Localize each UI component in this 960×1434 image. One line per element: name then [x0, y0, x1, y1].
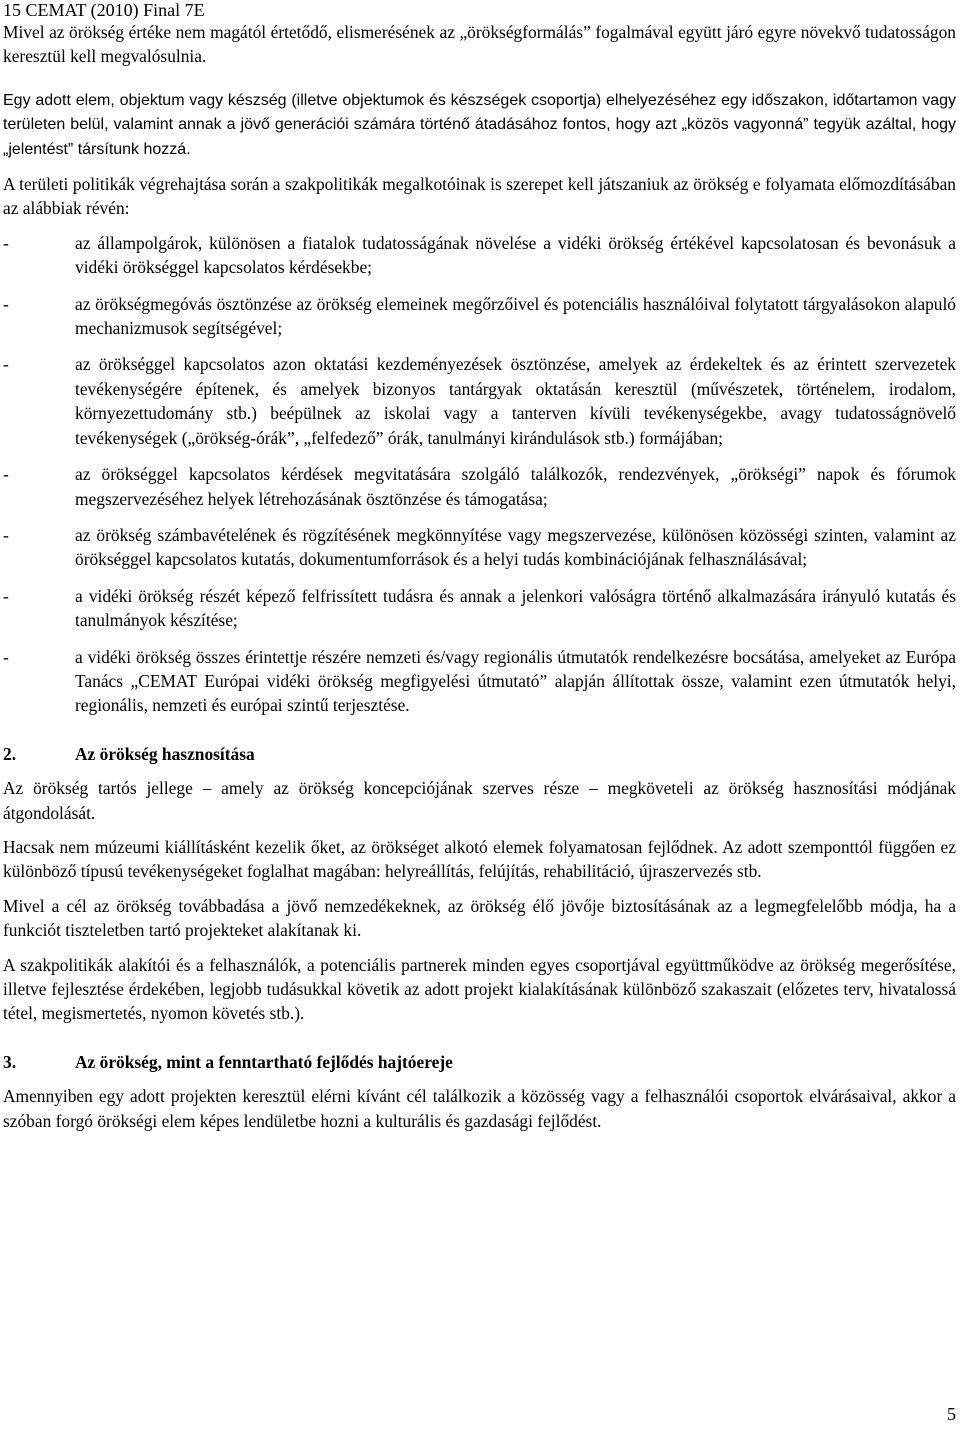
section-paragraph: Hacsak nem múzeumi kiállításként kezelik őket, az örökséget alkotó elemek folyamatosan fejlődnek. Az adott szemponttól függően ez különböző típusú tevékenységeket foglalhat magában: helyreállítás, felújítás, rehabilitáció, újraszervezés stb. [3, 836, 956, 882]
bullet-marker: - [3, 354, 9, 375]
intro-paragraph: Egy adott elem, objektum vagy készség (illetve objektumok és készségek csoportja) elhelyezéséhez egy időszakon, időtartamon vagy területen belül, valamint annak a jövő generációi számára történő átadásához fontos, hogy azt „közös vagyonná” tegyük azáltal, hogy „jelentést” társítunk hozzá. [3, 91, 956, 158]
list-item [3, 292, 956, 341]
section-paragraph: Az örökség tartós jellege – amely az örökség koncepciójának szerves része – megköveteli az örökség hasznosítási módjának átgondolását. [3, 778, 956, 823]
list-item-text: a vidéki örökség részét képező felfrissített tudásra és annak a jelenkori valóságra történő alkalmazására irányuló kutatás és tanulmányok készítése; [75, 585, 956, 631]
page-number: 5 [947, 1403, 956, 1424]
list-item [3, 352, 956, 450]
lead-paragraph: Mivel az örökség értéke nem magától értetődő, elismerésének az „örökségformálás” fogalmával együtt járó egyre növekvő tudatosságon keresztül kell megvalósulnia. [3, 22, 956, 67]
bullet-marker: - [3, 585, 9, 606]
list-item [3, 462, 956, 511]
bullet-marker: - [3, 293, 9, 314]
list-item-text: a vidéki örökség összes érintettje részére nemzeti és/vagy regionális útmutatók rendelkezésre bocsátása, amelyeket az Európa Tanács „CEMAT Európai vidéki örökség megfigyelési útmutató” alapján állítottak össze, valamint ezen útmutatók helyi, regionális, nemzeti és európai szintű terjesztése. [75, 646, 956, 716]
list-item-text: az örökséggel kapcsolatos azon oktatási kezdeményezések ösztönzése, amelyek az érdekeltek és az érintett szervezetek tevékenységére építenek, és amelyek bizonyos tantárgyak oktatásán keresztül (művészetek, történelem, irodalom, környezettudomány stb.) beépülnek az iskolai vagy a tanterven kívüli tevékenységekbe, avagy tudatosságnövelő tevékenységek („örökség-órák”, „felfedező” órák, tanulmányi kirándulások stb.) formájában; [75, 354, 956, 448]
section-paragraph: A szakpolitikák alakítói és a felhasználók, a potenciális partnerek minden egyes csoportjával együttműködve az örökség megerősítése, illetve fejlesztése érdekében, legjobb tudásukkal követik az adott projekt kialakításának különböző szakaszait (előzetes terv, hivatalossá tétel, megismertetés, nyomon követés stb.). [3, 954, 956, 1024]
document-reference: 15 CEMAT (2010) Final 7E [3, 0, 205, 20]
document-page [3, 0, 956, 1143]
section-title: Az örökség hasznosítása [75, 743, 255, 764]
bullet-marker: - [3, 232, 9, 253]
list-item-text: az örökség számbavételének és rögzítésének megkönnyítése vagy megszervezése, különösen közösségi szinten, valamint az örökséggel kapcsolatos kutatás, dokumentumforrások és a helyi tudás kombinációjának felhasználásával; [75, 524, 956, 570]
section-title: Az örökség, mint a fenntartható fejlődés hajtóereje [75, 1051, 453, 1072]
section-paragraph: Amennyiben egy adott projekten keresztül elérni kívánt cél találkozik a közösség vagy a felhasználói csoportok elvárásaival, akkor a szóban forgó örökségi elem képes lendületbe hozni a kulturális és gazdasági fejlődést. [3, 1086, 956, 1131]
list-item-text: az örökséggel kapcsolatos kérdések megvitatására szolgáló találkozók, rendezvények, „örökségi” napok és fórumok megszervezéséhez helyek létrehozásának ösztönzése és támogatása; [75, 464, 956, 509]
section-heading [3, 1050, 956, 1074]
section-heading [3, 742, 956, 766]
spacer [3, 77, 956, 89]
section-number: 2. [3, 743, 17, 764]
section-number: 3. [3, 1051, 17, 1072]
list-item-text: az örökségmegóvás ösztönzése az örökség elemeinek megőrzőivel és potenciális használóival folytatott tárgyalásokon alapuló mechanizmusok segítségével; [75, 293, 956, 339]
bullet-marker: - [3, 646, 9, 667]
bullet-marker: - [3, 524, 9, 545]
list-item [3, 523, 956, 572]
list-item [3, 584, 956, 633]
bullet-marker: - [3, 464, 9, 485]
list-item [3, 231, 956, 280]
list-item-text: az állampolgárok, különösen a fiatalok tudatosságának növelése a vidéki örökség értékével kapcsolatosan és bevonásuk a vidéki örökséggel kapcsolatos kérdésekbe; [75, 232, 956, 278]
intro-paragraph: A területi politikák végrehajtása során a szakpolitikák megalkotóinak is szerepet kell játszaniuk az örökség e folyamata előmozdításában az alábbiak révén: [3, 174, 956, 219]
bullet-list [3, 231, 956, 718]
list-item [3, 645, 956, 718]
section-paragraph: Mivel a cél az örökség továbbadása a jövő nemzedékeknek, az örökség élő jövője biztosításának az a legmegfelelőbb módja, ha a funkciót tiszteletben tartó projekteket alakítanak ki. [3, 895, 956, 941]
